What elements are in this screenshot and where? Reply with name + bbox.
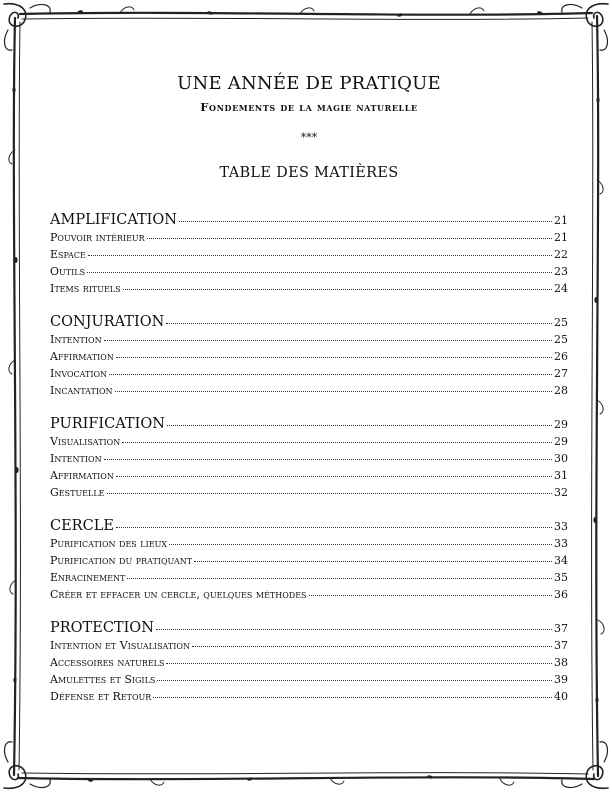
dot-leader xyxy=(123,289,552,290)
toc-entry-label: Purification des lieux xyxy=(50,537,168,550)
table-of-contents xyxy=(50,212,568,722)
toc-page-number: 27 xyxy=(554,367,568,380)
toc-entry-label: Pouvoir intérieur xyxy=(50,231,145,244)
toc-entry-label: Purification du pratiquant xyxy=(50,554,193,567)
toc-entry-label: Espace xyxy=(50,248,86,261)
dot-leader xyxy=(115,391,552,392)
toc-entry-label: Accessoires naturels xyxy=(50,656,165,669)
toc-page-number: 38 xyxy=(554,656,568,669)
toc-page-number: 22 xyxy=(554,248,568,261)
toc-entry-row[interactable] xyxy=(50,333,568,350)
toc-chapter-title: CERCLE xyxy=(50,518,114,534)
dot-leader xyxy=(167,425,552,426)
toc-entry-label: Affirmation xyxy=(50,469,114,482)
toc-entry-label: Outils xyxy=(50,265,86,278)
dot-leader xyxy=(107,493,553,494)
toc-page-number: 24 xyxy=(554,282,568,295)
dot-leader xyxy=(87,272,552,273)
toc-page-number: 33 xyxy=(554,520,568,533)
toc-entry-label: Défense et Retour xyxy=(50,690,152,703)
toc-section xyxy=(50,314,568,401)
toc-chapter-title: AMPLIFICATION xyxy=(50,212,177,228)
dot-leader xyxy=(194,561,552,562)
toc-section xyxy=(50,620,568,707)
toc-page-number: 36 xyxy=(554,588,568,601)
toc-entry-row[interactable] xyxy=(50,282,568,299)
dot-leader xyxy=(192,646,552,647)
toc-page-number: 26 xyxy=(554,350,568,363)
toc-section xyxy=(50,212,568,299)
toc-entry-label: Enracinement xyxy=(50,571,126,584)
toc-section xyxy=(50,518,568,605)
toc-page-number: 21 xyxy=(554,214,568,227)
toc-entry-row[interactable] xyxy=(50,231,568,248)
toc-page-number: 32 xyxy=(554,486,568,499)
dot-leader xyxy=(104,340,552,341)
dot-leader xyxy=(88,255,552,256)
toc-entry-label: Incantation xyxy=(50,384,113,397)
toc-entry-row[interactable] xyxy=(50,656,568,673)
dot-leader xyxy=(122,442,552,443)
dot-leader xyxy=(109,374,552,375)
dot-leader xyxy=(104,459,552,460)
dot-leader xyxy=(157,680,552,681)
dot-leader xyxy=(147,238,552,239)
toc-chapter-title: PURIFICATION xyxy=(50,416,165,432)
toc-page-number: 21 xyxy=(554,231,568,244)
toc-heading: TABLE DES MATIÈRES xyxy=(219,165,399,181)
toc-entry-label: Intention xyxy=(50,333,102,346)
toc-entry-row[interactable] xyxy=(50,639,568,656)
toc-page-number: 33 xyxy=(554,537,568,550)
dot-leader xyxy=(116,476,552,477)
dot-leader xyxy=(153,697,552,698)
toc-entry-label: Visualisation xyxy=(50,435,121,448)
toc-chapter-row[interactable] xyxy=(50,212,568,231)
toc-section xyxy=(50,416,568,503)
document-title: UNE ANNÉE DE PRATIQUE xyxy=(177,73,441,94)
toc-entry-label: Invocation xyxy=(50,367,108,380)
toc-entry-label: Amulettes et Sigils xyxy=(50,673,156,686)
toc-entry-row[interactable] xyxy=(50,384,568,401)
toc-entry-row[interactable] xyxy=(50,537,568,554)
toc-page-number: 29 xyxy=(554,435,568,448)
dot-leader xyxy=(179,221,552,222)
toc-page-number: 35 xyxy=(554,571,568,584)
toc-entry-label: Gestuelle xyxy=(50,486,105,499)
toc-entry-row[interactable] xyxy=(50,469,568,486)
toc-chapter-row[interactable] xyxy=(50,416,568,435)
dot-leader xyxy=(127,578,552,579)
toc-page-number: 31 xyxy=(554,469,568,482)
toc-entry-row[interactable] xyxy=(50,248,568,265)
dot-leader xyxy=(166,323,552,324)
toc-entry-label: Items rituels xyxy=(50,282,121,295)
toc-entry-row[interactable] xyxy=(50,588,568,605)
toc-entry-row[interactable] xyxy=(50,690,568,707)
toc-page-number: 37 xyxy=(554,622,568,635)
toc-page-number: 34 xyxy=(554,554,568,567)
toc-chapter-row[interactable] xyxy=(50,620,568,639)
toc-page-number: 37 xyxy=(554,639,568,652)
toc-entry-label: Créer et effacer un cercle, quelques méthodes xyxy=(50,588,307,601)
toc-entry-row[interactable] xyxy=(50,367,568,384)
toc-page-number: 25 xyxy=(554,333,568,346)
toc-chapter-title: PROTECTION xyxy=(50,620,154,636)
toc-page-number: 40 xyxy=(554,690,568,703)
toc-page-number: 29 xyxy=(554,418,568,431)
toc-entry-label: Affirmation xyxy=(50,350,114,363)
toc-entry-row[interactable] xyxy=(50,554,568,571)
toc-entry-row[interactable] xyxy=(50,486,568,503)
toc-entry-row[interactable] xyxy=(50,265,568,282)
toc-entry-row[interactable] xyxy=(50,452,568,469)
toc-entry-row[interactable] xyxy=(50,435,568,452)
toc-chapter-row[interactable] xyxy=(50,314,568,333)
toc-chapter-title: CONJURATION xyxy=(50,314,165,330)
toc-page-number: 39 xyxy=(554,673,568,686)
dot-leader xyxy=(309,595,552,596)
toc-page-number: 23 xyxy=(554,265,568,278)
toc-entry-label: Intention et Visualisation xyxy=(50,639,190,652)
toc-entry-label: Intention xyxy=(50,452,102,465)
toc-page-number: 28 xyxy=(554,384,568,397)
document-subtitle: Fondements de la magie naturelle xyxy=(200,100,418,114)
dot-leader xyxy=(166,663,552,664)
dot-leader xyxy=(116,357,552,358)
dot-leader xyxy=(169,544,552,545)
toc-entry-row[interactable] xyxy=(50,350,568,367)
toc-page-number: 25 xyxy=(554,316,568,329)
dot-leader xyxy=(116,527,552,528)
toc-entry-row[interactable] xyxy=(50,673,568,690)
toc-entry-row[interactable] xyxy=(50,571,568,588)
dot-leader xyxy=(156,629,552,630)
toc-chapter-row[interactable] xyxy=(50,518,568,537)
toc-page-number: 30 xyxy=(554,452,568,465)
separator-stars: *** xyxy=(300,131,318,144)
